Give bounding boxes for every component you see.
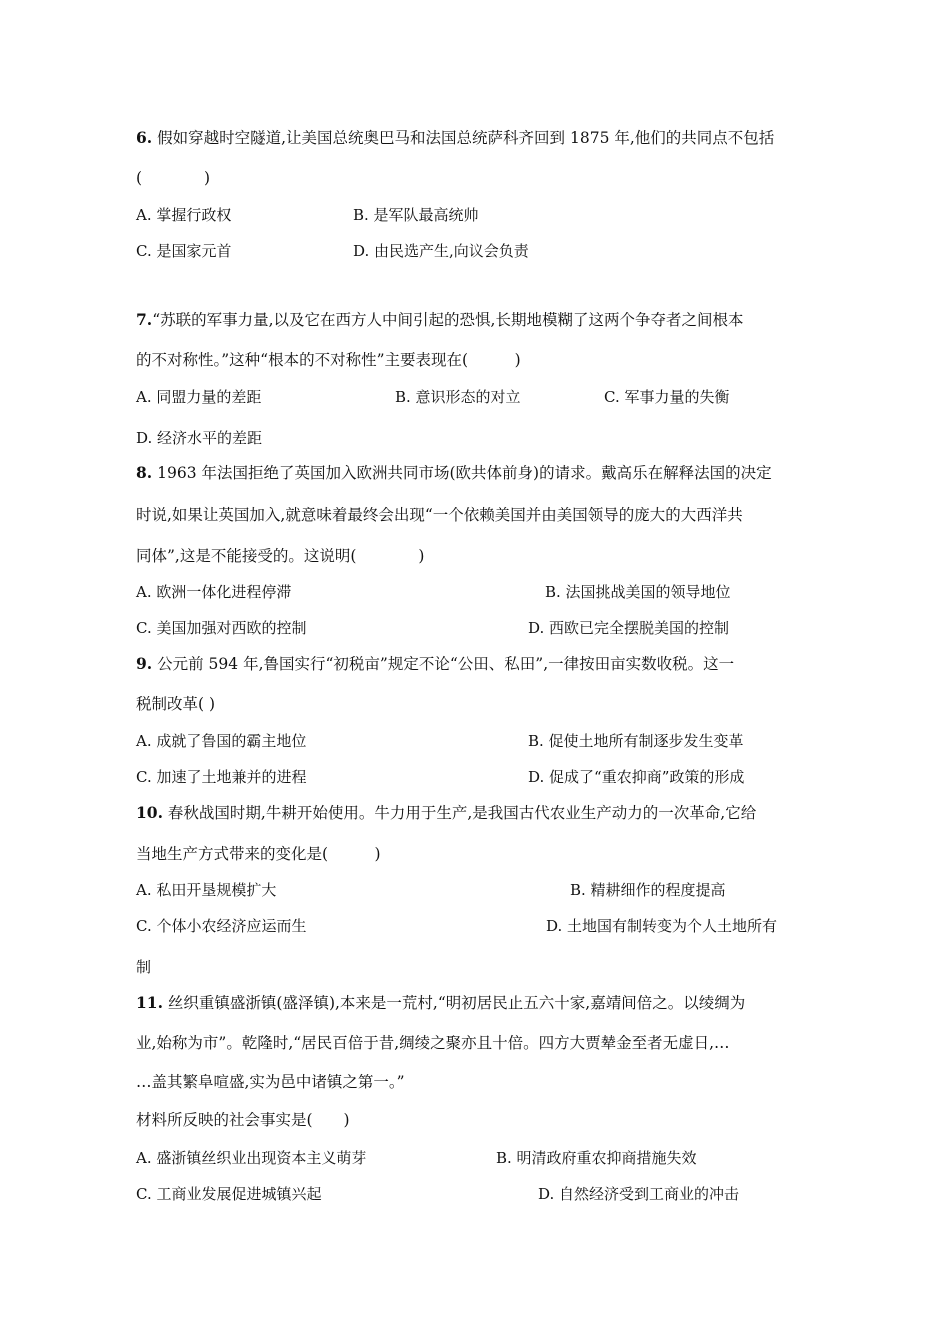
question-8-option-c: C. 美国加强对西欧的控制	[136, 619, 307, 637]
question-11-line-4: 材料所反映的社会事实是( )	[136, 1111, 350, 1129]
question-6-line-2: ( )	[136, 169, 211, 187]
question-9-option-b: B. 促使土地所有制逐步发生变革	[528, 732, 744, 750]
question-7-option-b: B. 意识形态的对立	[395, 388, 521, 406]
question-10-option-c: C. 个体小农经济应运而生	[136, 917, 307, 935]
question-6-option-c: C. 是国家元首	[136, 242, 232, 260]
question-7-option-c: C. 军事力量的失衡	[604, 388, 730, 406]
question-9-number: 9.	[136, 654, 153, 673]
question-9-line-2: 税制改革( )	[136, 695, 216, 713]
question-11-option-b: B. 明清政府重农抑商措施失效	[496, 1149, 697, 1167]
question-11-line-3: …盖其繁阜喧盛,实为邑中诸镇之第一。”	[136, 1073, 405, 1091]
question-10-option-b: B. 精耕细作的程度提高	[570, 881, 726, 899]
question-10-option-a: A. 私田开垦规模扩大	[136, 881, 277, 899]
question-7-option-d: D. 经济水平的差距	[136, 429, 263, 447]
question-6-option-a: A. 掌握行政权	[136, 206, 232, 224]
question-11-option-c: C. 工商业发展促进城镇兴起	[136, 1185, 322, 1203]
question-7-number: 7.	[136, 310, 153, 329]
question-7-option-a: A. 同盟力量的差距	[136, 388, 262, 406]
question-10-line-2: 当地生产方式带来的变化是( )	[136, 845, 381, 863]
question-11-option-d: D. 自然经济受到工商业的冲击	[538, 1185, 740, 1203]
question-9-option-a: A. 成就了鲁国的霸主地位	[136, 732, 307, 750]
question-8-number: 8.	[136, 463, 153, 482]
question-8-line-2: 时说,如果让英国加入,就意味着最终会出现“一个依赖美国并由美国领导的庞大的大西洋共	[136, 506, 743, 524]
question-11-line-2: 业,始称为市”。乾隆时,“居民百倍于昔,绸绫之聚亦且十倍。四方大贾辇金至者无虚日,…	[136, 1034, 730, 1052]
question-8-option-b: B. 法国挑战美国的领导地位	[545, 583, 731, 601]
question-11-line-1: 11. 丝织重镇盛浙镇(盛泽镇),本来是一荒村,“明初居民止五六十家,嘉靖间倍之。以绫绸为	[136, 993, 746, 1012]
question-8-option-a: A. 欧洲一体化进程停滞	[136, 583, 292, 601]
question-6-option-b: B. 是军队最高统帅	[353, 206, 479, 224]
question-8-option-d: D. 西欧已完全摆脱美国的控制	[528, 619, 730, 637]
question-11-option-a: A. 盛浙镇丝织业出现资本主义萌芽	[136, 1149, 367, 1167]
question-7-line-2: 的不对称性。”这种“根本的不对称性”主要表现在( )	[136, 351, 521, 369]
question-8-line-3: 同体”,这是不能接受的。这说明( )	[136, 547, 425, 565]
question-10-number: 10.	[136, 803, 163, 822]
question-9-line-1: 9. 公元前 594 年,鲁国实行“初税亩”规定不论“公田、私田”,一律按田亩实数收税。这一	[136, 654, 735, 673]
question-9-option-d: D. 促成了“重农抑商”政策的形成	[528, 768, 745, 786]
question-10-line-1: 10. 春秋战国时期,牛耕开始使用。牛力用于生产,是我国古代农业生产动力的一次革命,它给	[136, 803, 757, 822]
question-6-option-d: D. 由民选产生,向议会负责	[353, 242, 529, 260]
question-7-line-1: 7.“苏联的军事力量,以及它在西方人中间引起的恐惧,长期地模糊了这两个争夺者之间根本	[136, 310, 744, 329]
question-9-option-c: C. 加速了土地兼并的进程	[136, 768, 307, 786]
question-10-option-d-wrap: 制	[136, 958, 152, 976]
question-10-option-d: D. 土地国有制转变为个人土地所有	[546, 917, 778, 935]
question-6-line-1: 6. 假如穿越时空隧道,让美国总统奥巴马和法国总统萨科齐回到 1875 年,他们的共同点不包括	[136, 128, 775, 147]
question-11-number: 11.	[136, 993, 163, 1012]
question-6-number: 6.	[136, 128, 153, 147]
question-8-line-1: 8. 1963 年法国拒绝了英国加入欧洲共同市场(欧共体前身)的请求。戴高乐在解释法国的决定	[136, 463, 772, 482]
